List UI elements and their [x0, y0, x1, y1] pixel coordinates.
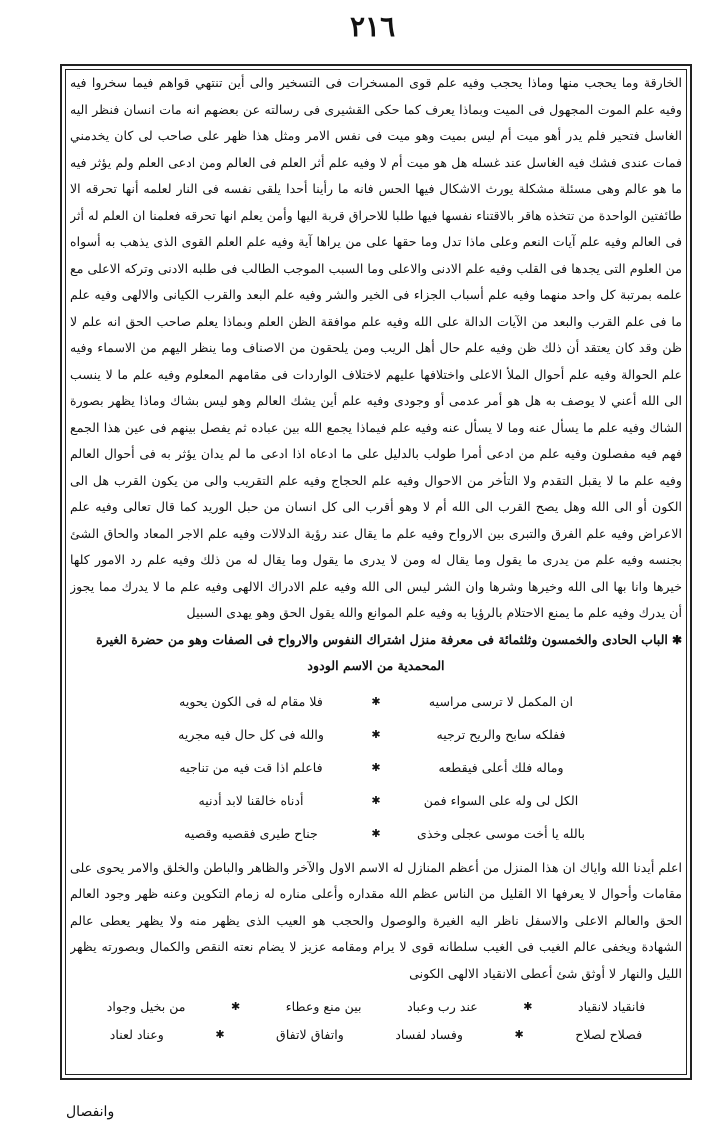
poem-segment: وفساد لفساد — [395, 1026, 463, 1042]
catchword: وانفصال — [66, 1104, 115, 1120]
verse-hemistich-left: أدناه خالقنا لابد أدنيه — [198, 792, 304, 808]
poem-line — [70, 1021, 682, 1049]
poem-segment: وعناد لعناد — [109, 1026, 164, 1042]
verse-line — [70, 752, 682, 785]
verse-hemistich-right: الكل لى وله على السواء فمن — [423, 792, 579, 808]
verse-hemistich-left: جناح طيرى فقصيه وقصيه — [184, 825, 318, 841]
verse-line — [70, 785, 682, 818]
verse-hemistich-right: ان المكمل لا ترسى مراسيه — [428, 693, 574, 709]
verse-hemistich-left: فاعلم اذا قت فيه من تناجيه — [179, 759, 323, 775]
star-ornament-icon: ✱ — [523, 999, 533, 1013]
verse-line — [70, 719, 682, 752]
body-paragraph-1: الخارقة وما يحجب منها وماذا يحجب وفيه علم قوى المسخرات فى التسخير والى أين تنتهي قواهم فيما سخروا فيه وفيه علم الموت المجهول فى الميت وبماذا يعرف كما حكى القشيرى فى رسالته عن بعضهم انه مات انسان فنظر اليه الغاسل فتحير فلم يدر أهو ميت أم ليس بميت وهو ميت فى نفس الامر ومثل هذا ظهر على صاحب لى كان يخدمني فمات عندى فشك فيه الغاسل عند غسله هل هو ميت أم لا وفيه علم أثر العلم فى العالم ومن ادعى العلم ولم يؤثر فيه ما هو عالم وهى مسئلة مشكلة يورث الاشكال فيها الحس فانه ما رأينا أحدا يلقى نفسه فى النار لعلمه أنها تحرقه الا طائفتين الواحدة من تتخذه هاقر بالاقتناء نفسها فيها طلبا للاحراق قربة اليها وأمن يعلم انها تحرقه فعلمنا ان العلم له أثر فى العالم وفيه علم آيات النعم وعلى ماذا تدل وما حقها على من يراها آية وفيه علم العلم القوى الذى يذهب به أسواه من العلوم التى يجدها فى القلب وفيه علم الادنى والاعلى وما السبب الموجب الطالب فى طلبه الادنى وتركه الاعلى مع علمه بمرتبة كل واحد منهما وفيه علم أسباب الجزاء فى الخير والشر وفيه علم البعد والقرب الكيانى والالهى وفيه علم ما فى علم القرب والبعد من الآيات الدالة على الله وفيه علم موافقة الظن العلم وبماذا يعلم صاحب الحق انه علم لا ظن وقد كان يعتقد أن ذلك ظن وفيه علم حال أهل الريب ومن يلحقون من الاصناف وما ينظر اليهم من الاسماء وفيه علم الحوالة وفيه علم أحوال الملأ الاعلى واختلافها عليهم لاختلاف الواردات فى مقامهم المعلوم وفيه علم ما لا ينسب الى الله أعني لا يوصف به هل هو أمر عدمى أو وجودى وفيه علم أين يشك العالم وهو ليس بشاك وماذا يظهر بصورة الشاك وفيه علم ما يسأل عنه وما لا يسأل عنه وفيه علم فيماذا يجمع الله بين عباده ثم يفصل بينهم فى عين هذا الجمع فهم فيه مفصلون وفيه علم من ادعى أمرا طولب بالدليل على ما ادعاه اذا ادعى ما لم يدان يؤثر به فى أحوال العالم وفيه علم ما لا يقبل التقدم ولا التأخر من الاحوال وفيه علم الحجاج وفيه علم التقريب والى من يكون القرب هل الى الكون أو الى الله وهل يصح القرب الى الله أم لا وهو أقرب الى كل انسان من حبل الوريد كما قال تعالى وفيه علم الاعراض وفيه علم الفرق والتبرى بين الارواح وفيه علم ما يقال عند رؤية الدلالات وفيه علم الاجر المعاد والحاق الشئ بجنسه وفيه علم من يدرى ما يقول وما يقال له ومن لا يدرى ما يقول وما يقال له من ذلك وفيه علم رد الامور كلها خيرها وانا بها الى الله وخيرها وشرها وان الشر ليس الى الله وفيه علم الادراك الالهى وفيه علم ما لا يدرك مما يجوز أن يدرك وفيه علم ما يمنع الاحتلام بالرؤيا به وفيه علم الموانع والله يقول الحق وهو يهدى السبيل — [70, 75, 682, 620]
poem-segment: عند رب وعباد — [407, 998, 478, 1014]
poem-block-2 — [70, 993, 682, 1049]
verse-line — [70, 686, 682, 719]
verse-hemistich-right: ففلكه سابح والريح ترجيه — [436, 726, 566, 742]
star-ornament-icon: ✱ — [671, 632, 682, 647]
poem-segment: واتفاق لاتفاق — [276, 1026, 344, 1042]
poem-segment: فصلاح لصلاح — [575, 1026, 643, 1042]
star-ornament-icon: ✱ — [371, 727, 381, 741]
verse-hemistich-left: والله فى كل حال فيه مجريه — [178, 726, 324, 742]
star-ornament-icon: ✱ — [514, 1027, 524, 1041]
star-ornament-icon: ✱ — [231, 999, 241, 1013]
star-ornament-icon: ✱ — [371, 694, 381, 708]
star-ornament-icon: ✱ — [215, 1027, 225, 1041]
star-ornament-icon: ✱ — [371, 826, 381, 840]
body-paragraph-2: اعلم أيدنا الله واياك ان هذا المنزل من أعظم المنازل له الاسم الاول والآخر والظاهر والباطن والخلق والامر يحوى على مقامات وأحوال لا يعرفها الا القليل من الناس عظم الله مقداره وأعلى مناره له زمام التكوين وعنه ظهر وجود العالم الحق والعالم الاعلى والاسفل ناظر اليه الغيرة والوصول والحجب هو العيب الذى يظهر منه ولا يظهر يعطى عالم الشهادة ويخفى عالم الغيب فى الغيب سلطانه قوى لا يرام ومقامه عزيز لا يضام نعته النقص والكمال وبصورته يظهر الليل والنهار لا أوثق شئ أعطى الانقياد الالهى الكونى — [70, 859, 682, 981]
verse-hemistich-right: بالله يا أخت موسى عجلى وخذى — [416, 825, 586, 841]
verse-hemistich-left: فلا مقام له فى الكون يحويه — [179, 693, 323, 709]
poem-segment: من بخيل وجواد — [106, 998, 186, 1014]
chapter-heading — [70, 627, 682, 654]
poem-line — [70, 993, 682, 1021]
verse-hemistich-right: وماله فلك أعلى فيقطعه — [438, 759, 564, 775]
poem-segment: بين منع وعطاء — [285, 998, 362, 1014]
page-content — [70, 70, 682, 1074]
page-number: ٢١٦ — [350, 10, 396, 43]
star-ornament-icon: ✱ — [371, 760, 381, 774]
star-ornament-icon: ✱ — [371, 793, 381, 807]
poem-segment: فانقياد لانقياد — [577, 998, 646, 1014]
verse-line — [70, 818, 682, 851]
chapter-subheading: المحمدية من الاسم الودود — [307, 658, 445, 673]
chapter-heading-text: الباب الحادى والخمسون وثلثمائة فى معرفة منزل اشتراك النفوس والارواح فى الصفات وهو من حضرة الغيرة — [96, 631, 668, 647]
verse-block — [70, 686, 682, 851]
